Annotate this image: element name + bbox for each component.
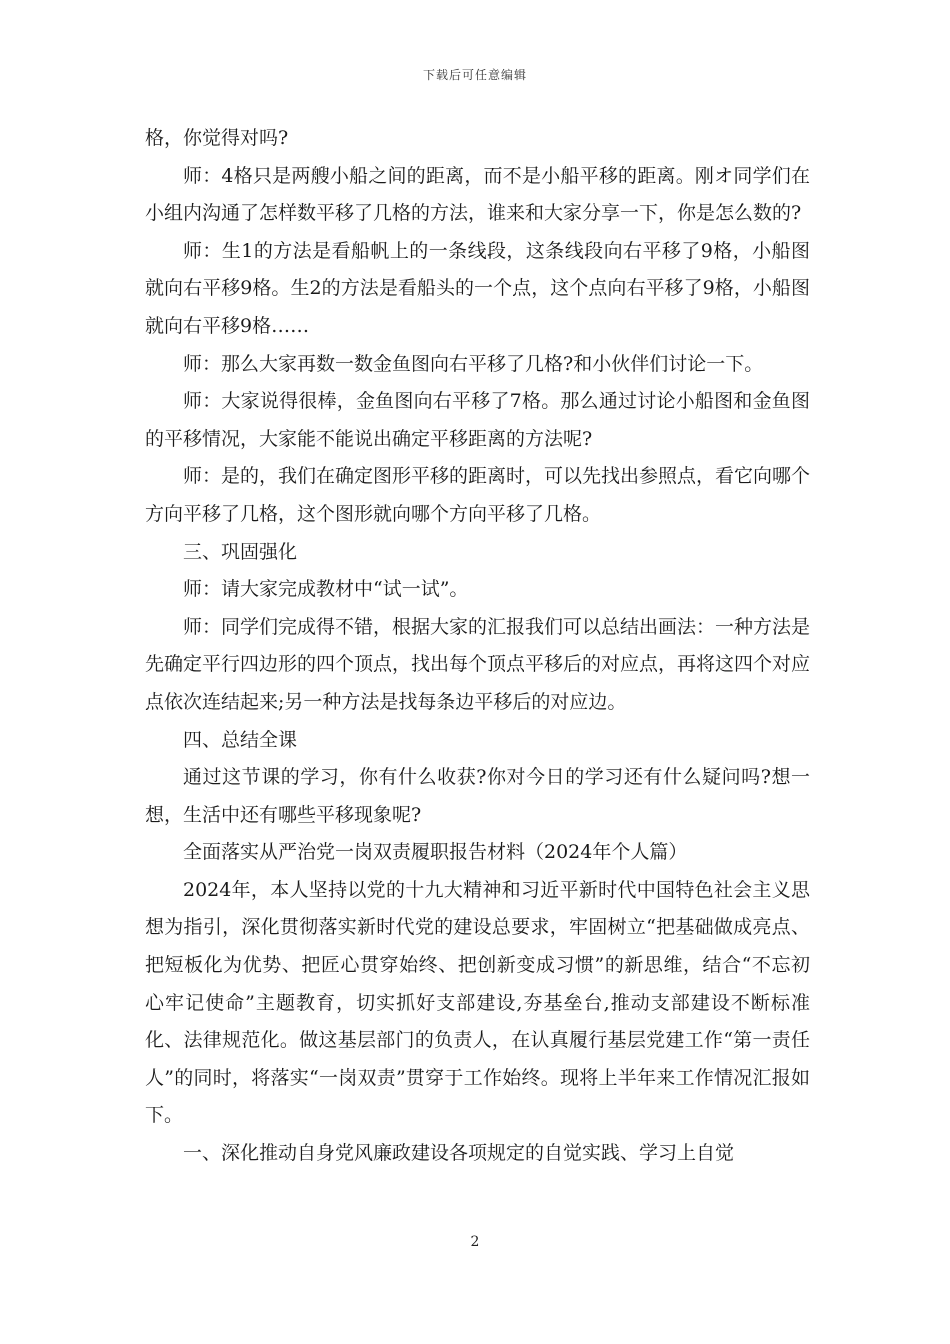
paragraph: 师：生1的方法是看船帆上的一条线段，这条线段向右平移了9格，小船图就向右平移9格。生2的方法是看船头的一个点，这个点向右平移了9格，小船图就向右平移9格…… [145,239,810,337]
paragraph: 通过这节课的学习，你有什么收获?你对今日的学习还有什么疑问吗?想一想，生活中还有哪些平移现象呢? [145,766,810,826]
paragraph: 师：是的，我们在确定图形平移的距离时，可以先找出参照点，看它向哪个方向平移了几格，这个图形就向哪个方向平移了几格。 [145,465,811,525]
section-heading: 一、深化推动自身党风廉政建设各项规定的自觉实践、学习上自觉 [183,1142,735,1165]
paragraph: 师：那么大家再数一数金鱼图向右平移了几格?和小伙伴们讨论一下。 [183,352,764,375]
page-number: 2 [470,1234,480,1250]
document-body [145,120,810,1173]
paragraph: 师：大家说得很棒，金鱼图向右平移了7格。那么通过讨论小船图和金鱼图的平移情况，大家能不能说出确定平移距离的方法呢? [145,390,810,450]
paragraph: 师：4格只是两艘小船之间的距离，而不是小船平移的距离。刚オ同学们在小组内沟通了怎样数平移了几格的方法，谁来和大家分享一下，你是怎么数的? [145,164,810,225]
paragraph: 师：请大家完成教材中“试一试”。 [183,578,469,601]
paragraph: 2024年，本人坚持以党的十九大精神和习近平新时代中国特色社会主义思想为指引，深化贯彻落实新时代党的建设总要求，牢固树立“把基础做成亮点、把短板化为优势、把匠心贯穿始终、把创新变成习惯”的新思维，结合“不忘初心牢记使命”主题教育，切实抓好支部建设,夯基垒台,推动支部建设不断标准化、法律规范化。做这基层部门的负责人，在认真履行基层党建工作“第一责任人”的同时，将落实“一岗双责”贯穿于工作始终。现将上半年来工作情况汇报如下。 [145,878,810,1127]
page-header: 下载后可任意编辑 [422,68,527,82]
document-title: 全面落实从严治党一岗双责履职报告材料（2024年个人篇） [183,841,688,864]
paragraph: 格，你觉得对吗? [145,127,289,149]
paragraph: 师：同学们完成得不错，根据大家的汇报我们可以总结出画法：一种方法是先确定平行四边形的四个顶点，找出每个顶点平移后的对应点，再将这四个对应点依次连结起来;另一种方法是找每条边平移后的对应边。 [145,615,811,713]
section-heading: 四、总结全课 [183,728,298,751]
section-heading: 三、巩固强化 [183,540,298,563]
